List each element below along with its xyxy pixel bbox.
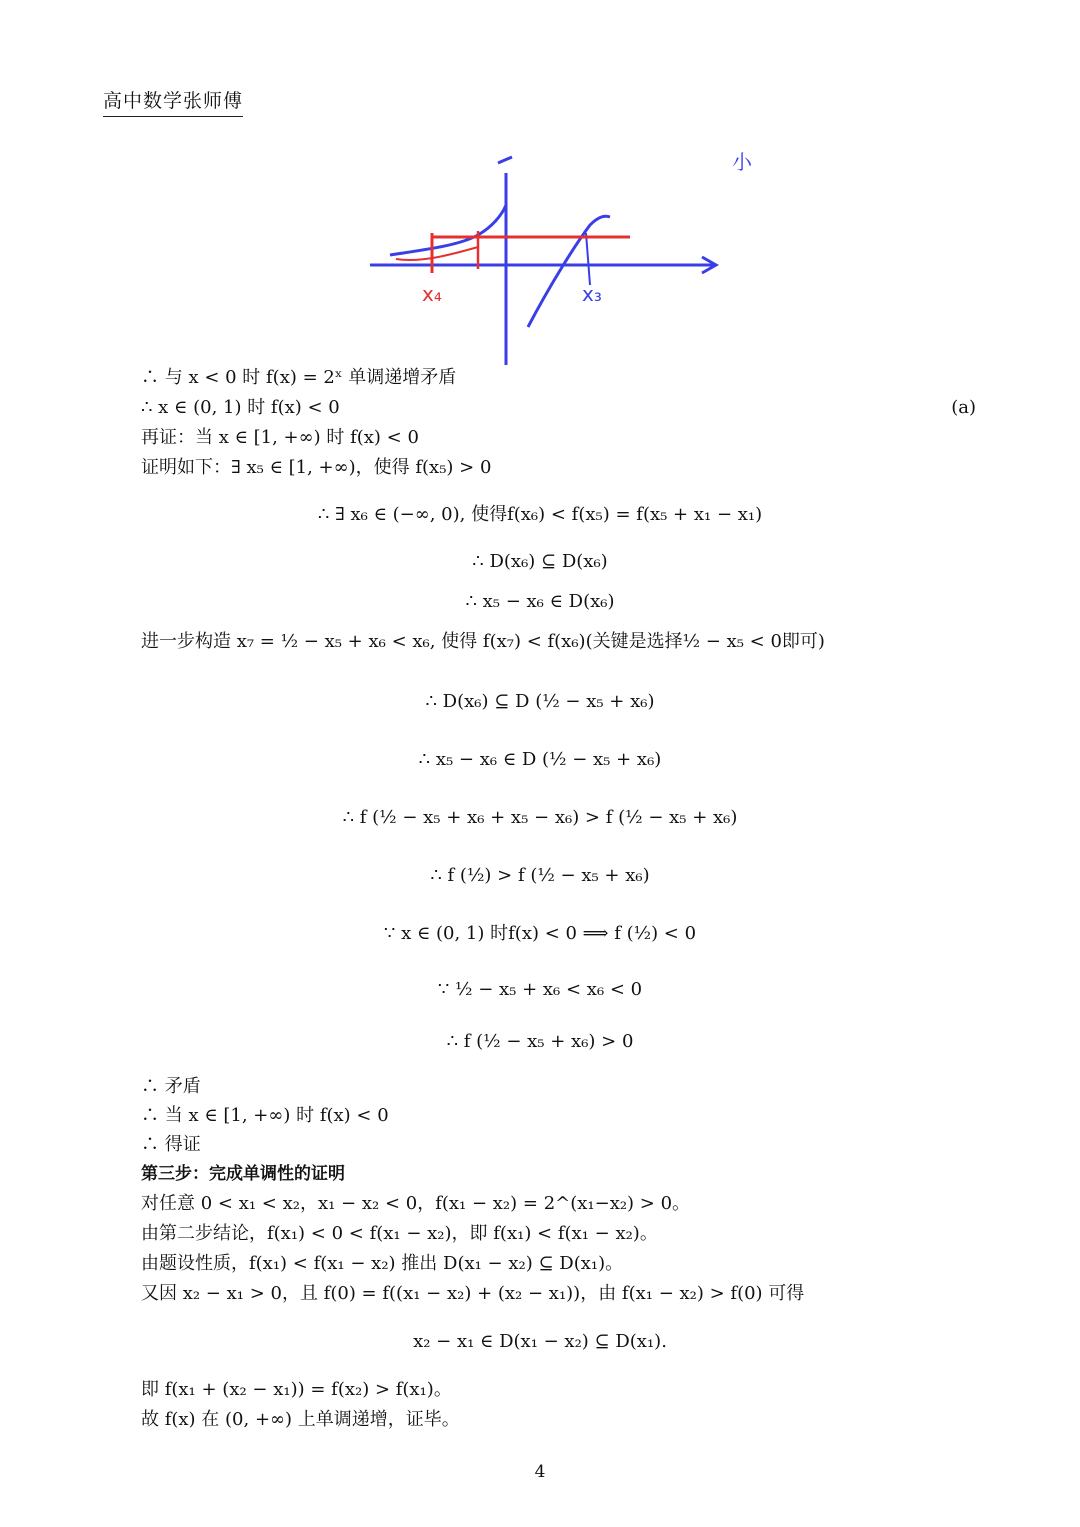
x3-tick bbox=[586, 233, 590, 285]
exp-curve bbox=[390, 205, 506, 255]
text-line-11: 由题设性质，f(x₁) < f(x₁ − x₂) 推出 D(x₁ − x₂) ⊆ D(x₁)。 bbox=[141, 1253, 624, 1274]
text-line-1: ∴ 与 x < 0 时 f(x) = 2ˣ 单调递增矛盾 bbox=[141, 367, 457, 388]
text-line-3: 再证：当 x ∈ [1, +∞) 时 f(x) < 0 bbox=[141, 427, 419, 448]
text-line-12: 又因 x₂ − x₁ > 0，且 f(0) = f((x₁ − x₂) + (x₂ − x₁))，由 f(x₁ − x₂) > f(0) 可得 bbox=[141, 1283, 805, 1304]
text-line-5: 进一步构造 x₇ = ½ − x₅ + x₆ < x₆, 使得 f(x₇) < f(x₆)(关键是选择½ − x₅ < 0即可) bbox=[141, 631, 825, 652]
equation-2: ∴ D(x₆) ⊆ D(x₆) bbox=[472, 551, 608, 572]
header-title: 高中数学张师傅 bbox=[103, 86, 243, 117]
text-line-4: 证明如下：∃ x₅ ∈ [1, +∞)，使得 f(x₅) > 0 bbox=[141, 457, 492, 478]
x4-label: x₄ bbox=[422, 282, 442, 306]
equation-6: ∴ f (½ − x₅ + x₆ + x₅ − x₆) > f (½ − x₅ + x₆) bbox=[342, 807, 738, 828]
text-line-10: 由第二步结论，f(x₁) < 0 < f(x₁ − x₂)，即 f(x₁) < f(x₁ − x₂)。 bbox=[141, 1223, 658, 1244]
equation-11: x₂ − x₁ ∈ D(x₁ − x₂) ⊆ D(x₁). bbox=[413, 1331, 667, 1352]
equation-9: ∵ ½ − x₅ + x₆ < x₆ < 0 bbox=[437, 979, 643, 1000]
equation-5: ∴ x₅ − x₆ ∈ D (½ − x₅ + x₆) bbox=[418, 749, 662, 770]
equation-7: ∴ f (½) > f (½ − x₅ + x₆) bbox=[430, 865, 650, 886]
equation-8: ∵ x ∈ (0, 1) 时f(x) < 0 ⟹ f (½) < 0 bbox=[383, 923, 697, 944]
y-axis-arrow bbox=[498, 157, 512, 163]
equation-1: ∴ ∃ x₆ ∈ (−∞, 0), 使得f(x₆) < f(x₅) = f(x₅ + x₁ − x₁) bbox=[317, 504, 763, 525]
equation-4: ∴ D(x₆) ⊆ D (½ − x₅ + x₆) bbox=[425, 691, 655, 712]
section-heading: 第三步：完成单调性的证明 bbox=[141, 1164, 345, 1184]
text-line-6: ∴ 矛盾 bbox=[141, 1076, 201, 1097]
right-curve bbox=[528, 216, 610, 327]
equation-10: ∴ f (½ − x₅ + x₆) > 0 bbox=[446, 1031, 634, 1052]
top-right-mark: 小 bbox=[732, 150, 752, 174]
text-line-14: 故 f(x) 在 (0, +∞) 上单调递增，证毕。 bbox=[141, 1409, 460, 1430]
text-line-8: ∴ 得证 bbox=[141, 1134, 201, 1155]
text-line-2: ∴ x ∈ (0, 1) 时 f(x) < 0 bbox=[141, 397, 340, 418]
text-line-13: 即 f(x₁ + (x₂ − x₁)) = f(x₂) > f(x₁)。 bbox=[141, 1379, 452, 1400]
x3-label: x₃ bbox=[582, 282, 602, 306]
equation-3: ∴ x₅ − x₆ ∈ D(x₆) bbox=[465, 591, 615, 612]
text-line-7: ∴ 当 x ∈ [1, +∞) 时 f(x) < 0 bbox=[141, 1105, 389, 1126]
page-number: 4 bbox=[534, 1462, 546, 1482]
equation-label: (a) bbox=[951, 397, 976, 418]
hand-drawn-sketch bbox=[360, 145, 752, 370]
text-line-9: 对任意 0 < x₁ < x₂，x₁ − x₂ < 0，f(x₁ − x₂) = 2^(x₁−x₂) > 0。 bbox=[141, 1193, 691, 1214]
